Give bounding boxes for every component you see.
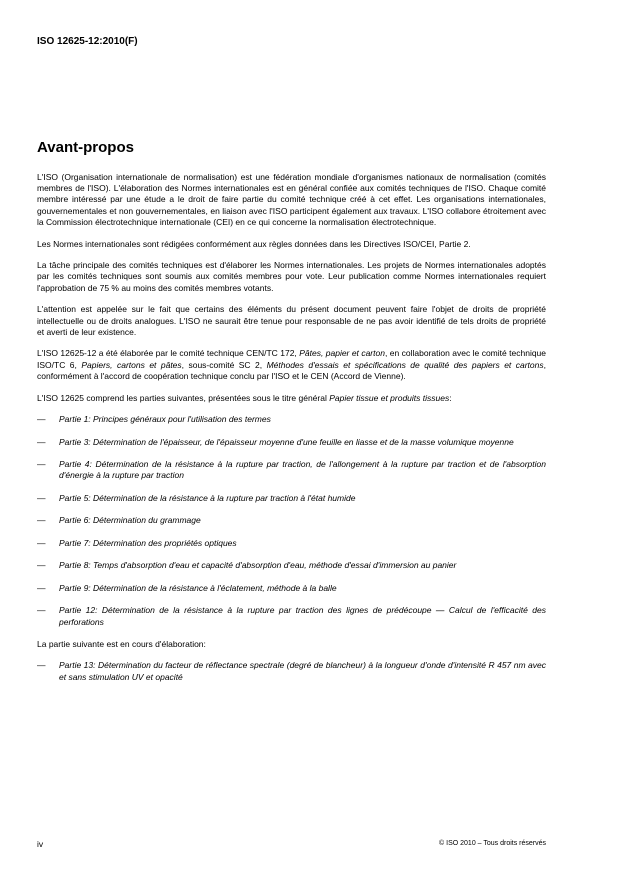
pending-parts-intro: La partie suivante est en cours d'élaboration: (37, 639, 206, 650)
list-item: — Partie 7: Détermination des propriétés optiques (37, 538, 546, 549)
list-item: — Partie 12: Détermination de la résistance à la rupture par traction des lignes de prédécoupe — Calcul de l'efficacité des perforations (37, 605, 546, 627)
prep-iso-committee-title: Papiers, cartons et pâtes (81, 359, 182, 370)
prep-text-3: , sous-comité SC 2, (181, 359, 267, 370)
paragraph-technical-committees: La tâche principale des comités techniques est d'élaborer les Normes internationales. Les projets de Normes internationales adoptés par les comités techniques sont soumis aux comités membres pour vote. Leur publication comme Normes internationales requiert l'approbation de 75 % au moins des comités membres votants. (37, 260, 546, 293)
prep-text-2: , en collaboration avec le comité technique ISO/TC 6, (37, 348, 547, 370)
parts-list (37, 414, 546, 628)
parts-intro-text: L'ISO 12625 comprend les parties suivantes, présentées sous le titre général (37, 392, 330, 403)
page-title: Avant-propos (37, 139, 134, 156)
prep-text-4: , conformément à l'accord de coopération technique conclu par l'ISO et le CEN (Accord de Vienne). (37, 359, 547, 381)
list-item: — Partie 9: Détermination de la résistance à l'éclatement, méthode à la balle (37, 583, 546, 594)
parts-general-title: Papier tissue et produits tissues (329, 392, 450, 403)
paragraph-iso-intro: L'ISO (Organisation internationale de normalisation) est une fédération mondiale d'organismes nationaux de normalisation (comités membres de l'ISO). L'élaboration des Normes internationales est en général confiée aux comités techniques de l'ISO. Chaque comité membre intéressé par une étude a le droit de faire partie du comité technique créé à cet effet. Les organisations internationales, gouvernementales et non gouvernementales, en liaison avec l'ISO participent également aux travaux. L'ISO collabore étroitement avec la Commission électrotechnique internationale (CEI) en ce qui concerne la normalisation électrotechnique. (37, 172, 546, 227)
foreword-body (37, 172, 546, 694)
prep-text-1: L'ISO 12625-12 a été élaborée par le comité technique CEN/TC 172, (37, 348, 300, 359)
paragraph-directives: Les Normes internationales sont rédigées conformément aux règles données dans les Directives ISO/CEI, Partie 2. (37, 238, 471, 249)
list-item: — Partie 13: Détermination du facteur de réflectance spectrale (degré de blancheur) à la longueur d'onde d'intensité R 457 nm avec et sans stimulation UV et opacité (37, 660, 546, 682)
list-item: — Partie 4: Détermination de la résistance à la rupture par traction, de l'allongement à la rupture par traction et de l'absorption d'énergie à la rupture par traction (37, 459, 546, 481)
list-item: — Partie 1: Principes généraux pour l'utilisation des termes (37, 414, 546, 425)
list-item: — Partie 6: Détermination du grammage (37, 515, 546, 526)
document-id: ISO 12625-12:2010(F) (37, 36, 138, 47)
paragraph-preparation (37, 348, 546, 382)
paragraph-parts-intro (37, 393, 546, 404)
list-item: — Partie 8: Temps d'absorption d'eau et capacité d'absorption d'eau, méthode d'essai d'immersion au panier (37, 560, 546, 571)
prep-subcommittee-title: Méthodes d'essais et spécifications de qualité des papiers et cartons (266, 359, 544, 370)
parts-intro-colon: : (449, 392, 452, 403)
copyright-notice: © ISO 2010 – Tous droits réservés (439, 840, 546, 847)
paragraph-patent-rights: L'attention est appelée sur le fait que certains des éléments du présent document peuvent faire l'objet de droits de propriété intellectuelle ou de droits analogues. L'ISO ne saurait être tenue pour responsable de ne pas avoir identifié de tels droits de propriété et averti de leur existence. (37, 304, 546, 337)
list-item: — Partie 5: Détermination de la résistance à la rupture par traction à l'état humide (37, 493, 546, 504)
prep-committee-title: Pâtes, papier et carton (299, 348, 385, 359)
page-number: iv (37, 839, 44, 849)
list-item: — Partie 3: Détermination de l'épaisseur, de l'épaisseur moyenne d'une feuille en liasse et de la masse volumique moyenne (37, 437, 546, 448)
pending-parts-list (37, 660, 546, 682)
